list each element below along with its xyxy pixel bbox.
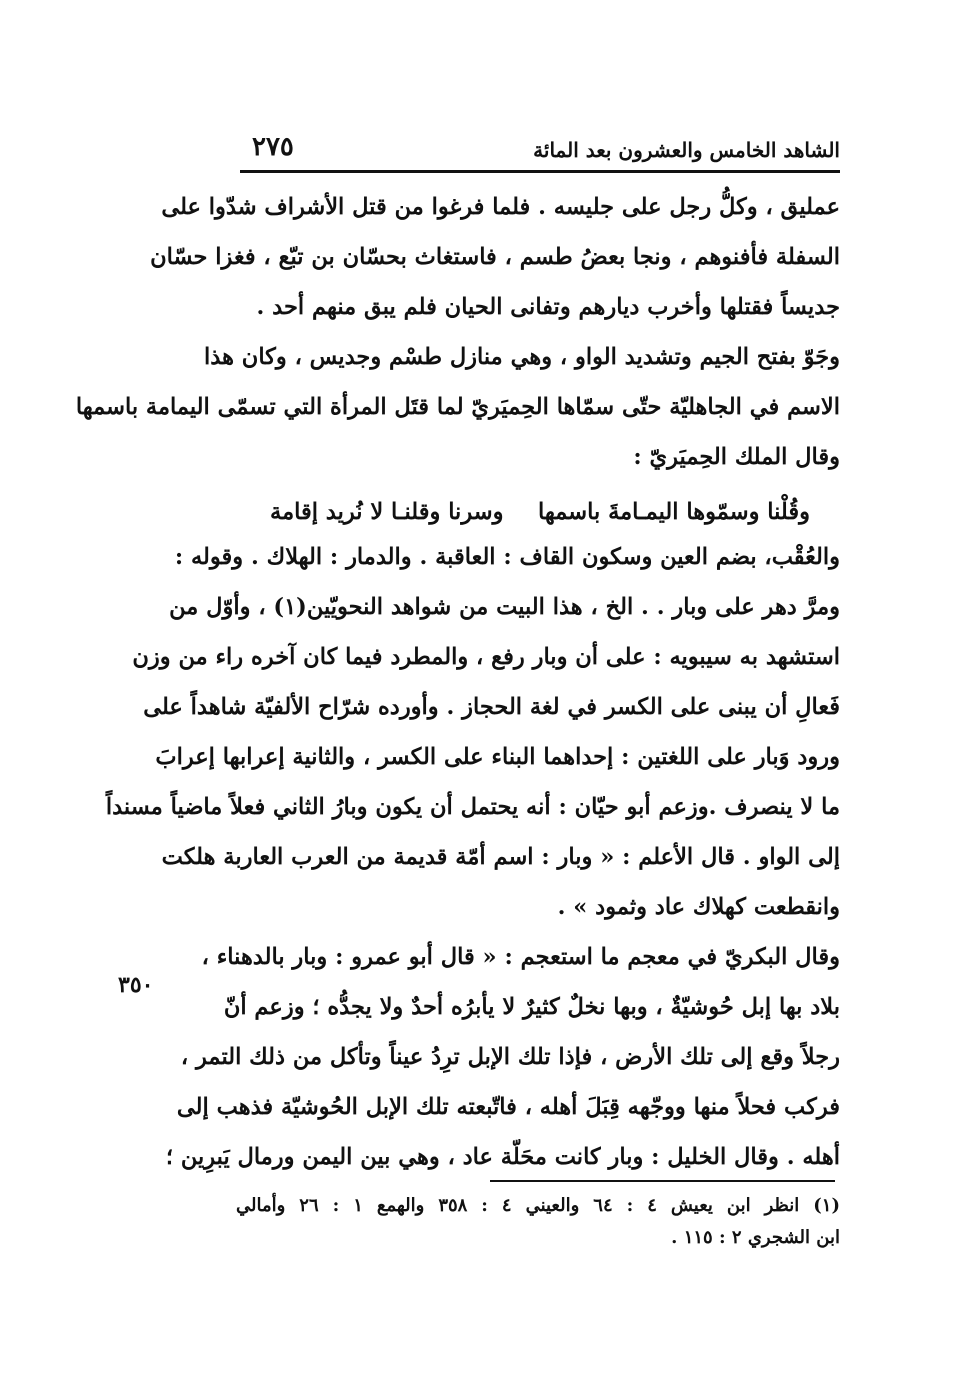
text-line: وجَوّ بفتح الجيم وتشديد الواو ، وهي منازل طسْم وجديس ، وكان هذا xyxy=(204,344,840,370)
text-line: وقال البكريّ في معجم ما استعجم : « قال أبو عمرو : وبار بالدهناء ، xyxy=(201,944,840,970)
header-rule xyxy=(240,170,840,173)
footnote-line: ابن الشجري ٢ : ١١٥ . xyxy=(671,1227,840,1248)
text-line: استشهد به سيبويه : على أن وبار رفع ، والمطرد فيما كان آخره راء من وزن xyxy=(132,644,840,670)
text-line: والعُقْب، بضم العين وسكون القاف : العاقبة . والدمار : الهلاك . وقوله : xyxy=(174,544,840,570)
verse-hemistich-second: وسرنا وقلنـا لا نُريد إقامة xyxy=(270,499,504,525)
footnote-rule xyxy=(490,1180,835,1182)
page-header xyxy=(240,132,840,172)
text-line: فركب فحلاً منها ووجّهه قِبَلَ أهله ، فاتّبعته تلك الإبل الحُوشيّة فذهب إلى xyxy=(176,1094,840,1120)
page-number: ٢٧٥ xyxy=(252,132,294,162)
text-line: وانقطعت كهلاك عاد وثمود » . xyxy=(557,894,840,920)
text-line: ومرَّ دهر على وبار . . الخ ، هذا البيت من شواهد النحويّين(١) ، وأوّل من xyxy=(169,594,840,620)
text-line: الاسم في الجاهليّة حتّى سمّاها الحِميَريّ لما قتَل المرأة التي تسمّى اليمامة باسمها xyxy=(75,394,840,420)
text-line: فَعالِ أن يبنى على الكسر في لغة الحجاز . وأورده شرّاح الألفيّة شاهداً على xyxy=(143,694,840,720)
footnote-line: (١) انظر ابن يعيش ٤ : ٦٤ والعيني ٤ : ٣٥٨ والهمع ١ : ٢٦ وأمالي xyxy=(236,1195,840,1216)
text-line: عمليق ، وكلُّ رجل على جليسه . فلما فرغوا من قتل الأشراف شدّوا على xyxy=(161,194,840,220)
verse xyxy=(270,487,810,537)
text-line: السفلة فأفنوهم ، ونجا بعضُ طسم ، فاستغاث بحسّان بن تبّع ، فغزا حسّان xyxy=(150,244,840,270)
text-line: رجلاً وقع إلى تلك الأرض ، فإذا تلك الإبل ترِدُ عيناً وتأكل من ذلك التمر ، xyxy=(180,1044,840,1070)
text-line: بلاد بها إبل حُوشيّةٌ ، وبها نخلٌ كثيرٌ لا يأبرُه أحدٌ ولا يجدُّه ؛ وزعم أنّ xyxy=(223,994,840,1020)
text-line: ورود وَبار على اللغتين : إحداهما البناء على الكسر ، والثانية إعرابها إعرابَ xyxy=(155,744,840,770)
margin-number: ٣٥٠ xyxy=(118,972,154,998)
text-line: ما لا ينصرف .وزعم أبو حيّان : أنه يحتمل أن يكون وبارُ الثاني فعلاً ماضياً مسنداً xyxy=(105,794,840,820)
text-line: وقال الملك الحِميَريّ : xyxy=(633,444,840,470)
footnotes xyxy=(236,1190,840,1254)
text-line: إلى الواو . قال الأعلم : « وبار : اسم أمّة قديمة من العرب العاربة هلكت xyxy=(161,844,840,870)
text-line: جديساً فقتلها وأخرب ديارهم وتفانى الحيان فلم يبق منهم أحد . xyxy=(256,294,840,320)
running-head: الشاهد الخامس والعشرون بعد المائة xyxy=(533,138,840,162)
text-line: أهله . وقال الخليل : وبار كانت محَلّة عاد ، وهي بين اليمن ورمال يَبرِين ؛ xyxy=(165,1144,840,1170)
verse-hemistich-first: وقُلْنا وسمّوها اليمـامةَ باسمها xyxy=(538,499,810,525)
